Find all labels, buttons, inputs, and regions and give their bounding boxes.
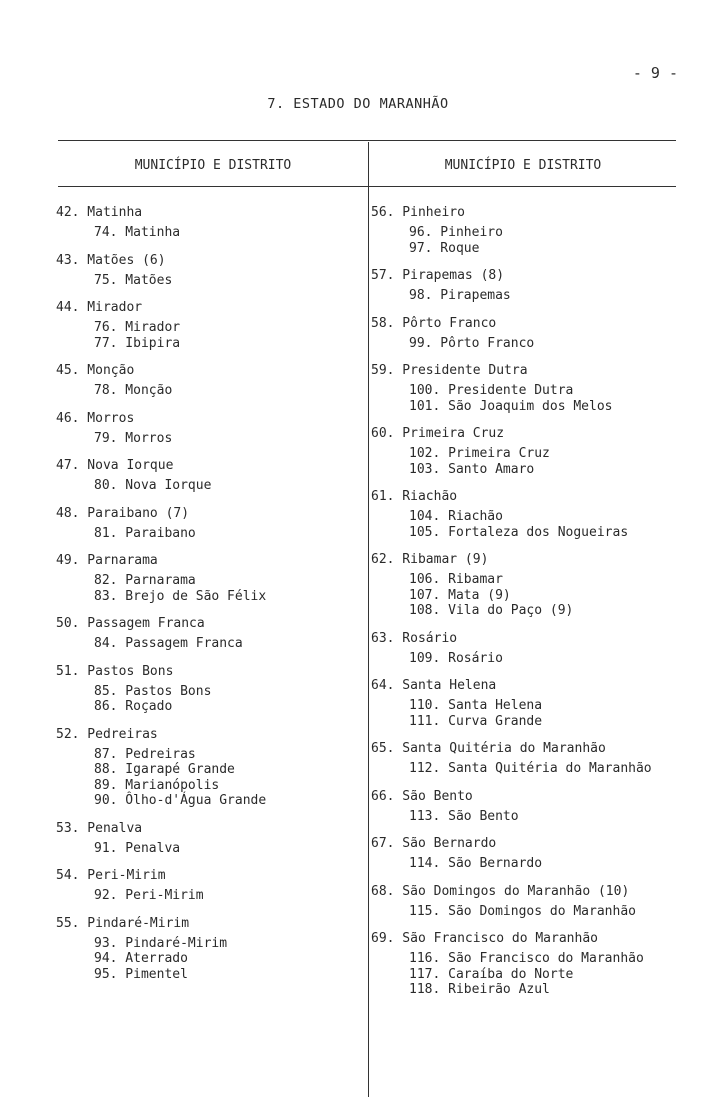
distrito-item: 115. São Domingos do Maranhão <box>409 903 636 919</box>
distrito-list <box>371 809 701 825</box>
municipio-entry <box>371 425 701 477</box>
distrito-item: 109. Rosário <box>409 650 503 666</box>
distrito-item: 118. Ribeirão Azul <box>409 982 550 997</box>
municipio-entry <box>371 835 701 872</box>
municipio-name: 68. São Domingos do Maranhão (10) <box>371 883 630 899</box>
distrito-item: 106. Ribamar <box>409 572 503 587</box>
municipio-name: 67. São Bernardo <box>371 836 497 851</box>
municipio-name: 66. São Bento <box>371 788 473 804</box>
distrito-item: 88. Igarapé Grande <box>94 762 235 777</box>
municipio-entry <box>56 820 366 857</box>
distrito-item: 93. Pindaré-Mirim <box>94 935 228 951</box>
distrito-item: 89. Marianópolis <box>94 777 220 793</box>
municipio-name: 69. São Francisco do Maranhão <box>371 931 598 946</box>
municipio-entry <box>56 457 366 494</box>
municipio-name: 47. Nova Iorque <box>56 458 174 473</box>
distrito-list <box>371 225 701 256</box>
distrito-item: 85. Pastos Bons <box>94 683 212 699</box>
municipio-entry <box>56 663 366 715</box>
municipio-entry <box>371 488 701 540</box>
distrito-item: 95. Pimentel <box>94 966 188 982</box>
municipio-entry <box>56 252 366 289</box>
municipio-name: 42. Matinha <box>56 205 143 220</box>
distrito-item: 110. Santa Helena <box>409 698 543 713</box>
municipio-name: 60. Primeira Cruz <box>371 426 505 441</box>
distrito-list <box>371 383 701 414</box>
distrito-item: 79. Morros <box>94 430 173 446</box>
distrito-list <box>56 478 366 494</box>
distrito-item: 113. São Bento <box>409 808 519 824</box>
municipio-entry <box>371 788 701 825</box>
distrito-item: 84. Passagem Franca <box>94 636 243 651</box>
municipio-name: 43. Matões (6) <box>56 252 166 268</box>
municipio-name: 62. Ribamar (9) <box>371 552 489 567</box>
distrito-item: 107. Mata (9) <box>409 587 511 603</box>
municipio-entry <box>56 299 366 351</box>
distrito-list <box>371 904 701 920</box>
distrito-item: 103. Santo Amaro <box>409 461 535 477</box>
municipio-name: 58. Pôrto Franco <box>371 315 497 331</box>
distrito-item: 112. Santa Quitéria do Maranhão <box>409 761 652 776</box>
distrito-item: 100. Presidente Dutra <box>409 383 574 398</box>
distrito-list <box>56 841 366 857</box>
municipio-entry <box>56 362 366 399</box>
municipio-name: 53. Penalva <box>56 820 143 836</box>
municipio-entry <box>371 204 701 256</box>
municipio-name: 49. Parnarama <box>56 553 158 568</box>
distrito-list <box>371 288 701 304</box>
page-title: 7. ESTADO DO MARANHÃO <box>267 96 449 112</box>
distrito-item: 114. São Bernardo <box>409 856 543 871</box>
municipio-name: 59. Presidente Dutra <box>371 363 528 378</box>
distrito-list <box>371 761 701 777</box>
municipio-name: 61. Riachão <box>371 489 458 504</box>
municipio-entry <box>56 726 366 809</box>
municipio-entry <box>371 630 701 667</box>
distrito-item: 99. Pôrto Franco <box>409 335 535 351</box>
distrito-item: 94. Aterrado <box>94 951 188 966</box>
municipio-entry <box>371 740 701 777</box>
distrito-list <box>56 636 366 652</box>
distrito-list <box>371 698 701 729</box>
distrito-list <box>371 336 701 352</box>
distrito-list <box>371 856 701 872</box>
distrito-list <box>56 747 366 809</box>
distrito-item: 117. Caraíba do Norte <box>409 966 574 982</box>
distrito-item: 81. Paraibano <box>94 525 196 541</box>
distrito-list <box>56 431 366 447</box>
municipio-name: 57. Pirapemas (8) <box>371 268 505 283</box>
header-bottom-rule <box>58 186 676 187</box>
municipio-name: 52. Pedreiras <box>56 726 158 742</box>
distrito-list <box>56 684 366 715</box>
municipio-entry <box>56 505 366 542</box>
municipio-name: 44. Mirador <box>56 300 143 315</box>
distrito-list <box>56 225 366 241</box>
municipio-entry <box>371 267 701 304</box>
distrito-list <box>371 572 701 619</box>
distrito-item: 105. Fortaleza dos Nogueiras <box>409 524 629 540</box>
municipio-entry <box>56 552 366 604</box>
municipio-name: 63. Rosário <box>371 630 458 646</box>
municipio-entry <box>371 362 701 414</box>
table-top-rule <box>58 140 676 141</box>
distrito-list <box>371 951 701 998</box>
right-column <box>371 204 701 1009</box>
distrito-item: 111. Curva Grande <box>409 713 543 729</box>
municipio-entry <box>56 915 366 983</box>
distrito-item: 104. Riachão <box>409 509 503 524</box>
distrito-item: 92. Peri-Mirim <box>94 888 204 903</box>
distrito-list <box>371 651 701 667</box>
column-divider <box>368 142 369 1097</box>
municipio-entry <box>56 867 366 904</box>
distrito-item: 74. Matinha <box>94 225 181 240</box>
distrito-list <box>56 573 366 604</box>
distrito-item: 91. Penalva <box>94 840 181 856</box>
distrito-item: 97. Roque <box>409 240 480 256</box>
distrito-item: 108. Vila do Paço (9) <box>409 603 574 618</box>
municipio-entry <box>371 930 701 998</box>
distrito-item: 78. Monção <box>94 383 173 398</box>
municipio-name: 46. Morros <box>56 410 135 426</box>
municipio-entry <box>371 677 701 729</box>
distrito-list <box>56 888 366 904</box>
distrito-list <box>371 509 701 540</box>
distrito-item: 86. Roçado <box>94 699 173 714</box>
distrito-list <box>56 383 366 399</box>
municipio-name: 55. Pindaré-Mirim <box>56 915 190 931</box>
distrito-item: 80. Nova Iorque <box>94 478 212 493</box>
page-number: - 9 - <box>632 64 678 82</box>
distrito-list <box>56 936 366 983</box>
distrito-item: 87. Pedreiras <box>94 746 196 762</box>
municipio-name: 54. Peri-Mirim <box>56 868 166 883</box>
municipio-entry <box>371 315 701 352</box>
distrito-item: 75. Matões <box>94 272 173 288</box>
municipio-entry <box>56 204 366 241</box>
municipio-name: 56. Pinheiro <box>371 205 465 220</box>
left-column <box>56 204 366 993</box>
distrito-item: 82. Parnarama <box>94 573 196 588</box>
municipio-name: 64. Santa Helena <box>371 678 497 693</box>
municipio-name: 48. Paraibano (7) <box>56 505 190 521</box>
distrito-item: 102. Primeira Cruz <box>409 446 550 461</box>
distrito-item: 83. Brejo de São Félix <box>94 588 267 604</box>
distrito-item: 101. São Joaquim dos Melos <box>409 398 613 414</box>
distrito-list <box>56 320 366 351</box>
municipio-name: 50. Passagem Franca <box>56 616 205 631</box>
distrito-item: 98. Pirapemas <box>409 288 511 303</box>
distrito-list <box>371 446 701 477</box>
distrito-item: 76. Mirador <box>94 320 181 335</box>
distrito-item: 77. Ibipira <box>94 335 181 351</box>
municipio-entry <box>56 410 366 447</box>
distrito-item: 90. Ôlho-d'Água Grande <box>94 793 267 808</box>
municipio-entry <box>371 883 701 920</box>
municipio-name: 51. Pastos Bons <box>56 663 174 679</box>
distrito-list <box>56 526 366 542</box>
municipio-entry <box>371 551 701 619</box>
municipio-name: 45. Monção <box>56 363 135 378</box>
column-header-left: MUNICÍPIO E DISTRITO <box>134 158 292 173</box>
distrito-item: 96. Pinheiro <box>409 225 503 240</box>
distrito-list <box>56 273 366 289</box>
column-header-right: MUNICÍPIO E DISTRITO <box>444 158 602 173</box>
municipio-name: 65. Santa Quitéria do Maranhão <box>371 741 606 756</box>
municipio-entry <box>56 615 366 652</box>
distrito-item: 116. São Francisco do Maranhão <box>409 951 644 966</box>
